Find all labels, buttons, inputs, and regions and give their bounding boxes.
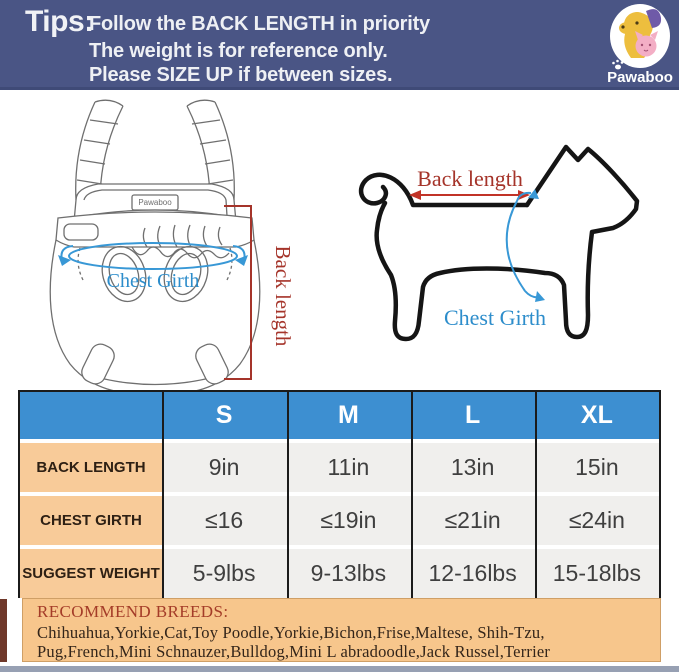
header-corner-cell [20, 392, 162, 439]
cell-back-length-m: 11in [286, 443, 410, 492]
column-separator [535, 392, 537, 598]
cell-suggest-weight-s: 5-9lbs [162, 549, 286, 598]
column-header-m: M [286, 392, 410, 439]
carrier-outline [50, 100, 260, 395]
cell-chest-girth-xl: ≤24in [535, 496, 659, 545]
tip-line-1: Follow the BACK LENGTH in priority [89, 13, 430, 35]
tips-label: Tips: [25, 5, 94, 38]
arc-head-bottom [535, 291, 545, 302]
breeds-line-2: Pug,French,Mini Schnauzer,Bulldog,Mini L abradoodle,Jack Russel,Terrier [37, 642, 551, 661]
tip-line-3: Please SIZE UP if between sizes. [89, 64, 393, 86]
bottom-edge-line [0, 666, 679, 672]
cell-suggest-weight-xl: 15-18lbs [535, 549, 659, 598]
dog-chest-girth-label: Chest Girth [443, 305, 547, 330]
row-label-suggest-weight: SUGGEST WEIGHT [20, 549, 162, 598]
recommend-breeds-title: RECOMMEND BREEDS: [37, 602, 229, 621]
column-header-xl: XL [535, 392, 659, 439]
cell-chest-girth-m: ≤19in [286, 496, 410, 545]
carrier-brand-tag: Pawaboo [138, 198, 172, 207]
carrier-chest-girth-label: Chest Girth [106, 270, 200, 292]
dog-back-length-arrow [409, 190, 530, 200]
cell-back-length-l: 13in [411, 443, 535, 492]
breeds-line-1: Chihuahua,Yorkie,Cat,Toy Poodle,Yorkie,Bichon,Frise,Maltese, Shih-Tzu, [37, 623, 545, 642]
cell-chest-girth-l: ≤21in [411, 496, 535, 545]
cell-suggest-weight-m: 9-13lbs [286, 549, 410, 598]
cell-suggest-weight-l: 12-16lbs [411, 549, 535, 598]
table-row-chest-girth [20, 496, 659, 545]
pawaboo-logo [601, 2, 679, 88]
row-label-chest-girth: CHEST GIRTH [20, 496, 162, 545]
tips-banner [0, 0, 679, 90]
column-separator [287, 392, 289, 598]
carrier-back-length-label: Back length [271, 245, 295, 347]
column-separator [162, 392, 164, 598]
dog-diagram [345, 125, 650, 355]
tip-line-2: The weight is for reference only. [89, 40, 388, 62]
table-row-back-length [20, 443, 659, 492]
size-table [18, 390, 661, 598]
column-header-s: S [162, 392, 286, 439]
left-edge-mark [0, 599, 7, 662]
logo-brand-text: Pawaboo [607, 69, 673, 86]
cell-back-length-xl: 15in [535, 443, 659, 492]
cell-back-length-s: 9in [162, 443, 286, 492]
table-header-row [20, 392, 659, 439]
carrier-diagram [40, 96, 300, 396]
column-header-l: L [411, 392, 535, 439]
cell-chest-girth-s: ≤16 [162, 496, 286, 545]
dog-back-length-label: Back length [417, 166, 523, 191]
row-label-back-length: BACK LENGTH [20, 443, 162, 492]
column-separator [411, 392, 413, 598]
recommend-breeds-box [22, 598, 661, 662]
table-row-suggest-weight [20, 549, 659, 598]
